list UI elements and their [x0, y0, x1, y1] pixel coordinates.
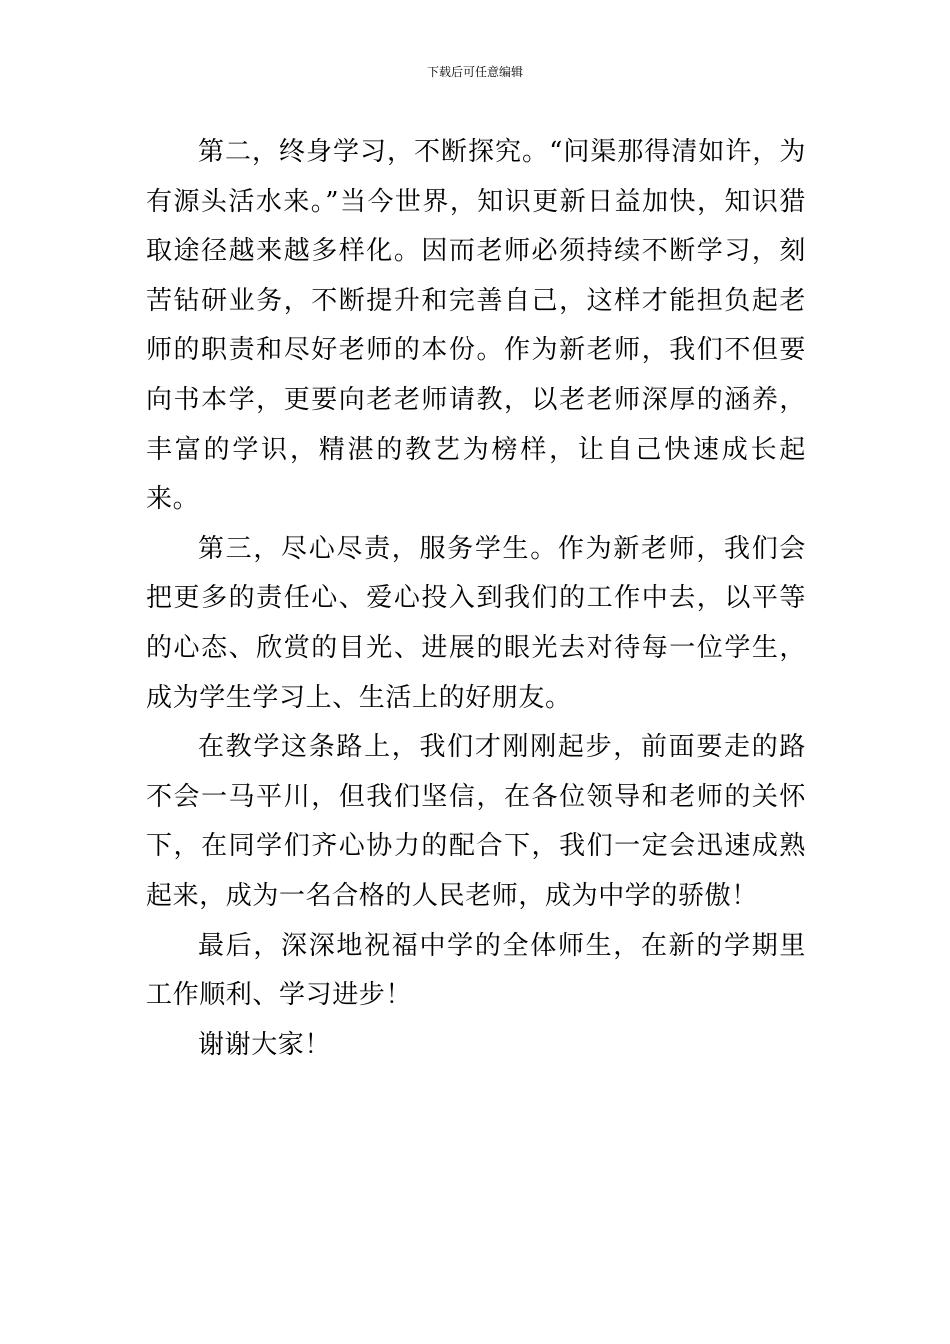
paragraph-blessing: 最后，深深地祝福中学的全体师生，在新的学期里工作顺利、学习进步！ [146, 930, 806, 1011]
paragraph-serve-students: 第三，尽心尽责，服务学生。作为新老师，我们会把更多的责任心、爱心投入到我们的工作中去，以平等的心态、欣赏的目光、进展的眼光去对待每一位学生，成为学生学习上、生活上的好朋友。 [146, 533, 806, 713]
paragraph-lifelong-learning: 第二，终身学习，不断探究。“问渠那得清如许，为有源头活水来。”当今世界，知识更新日益加快，知识猎取途径越来越多样化。因而老师必须持续不断学习，刻苦钻研业务，不断提升和完善自己，这样才能担负起老师的职责和尽好老师的本份。作为新老师，我们不但要向书本学，更要向老老师请教，以老老师深厚的涵养，丰富的学识，精湛的教艺为榜样，让自己快速成长起来。 [146, 137, 806, 515]
page-header: 下载后可任意编辑 [426, 65, 523, 79]
paragraph-thanks: 谢谢大家！ [198, 1029, 332, 1060]
document-body [146, 128, 806, 1070]
paragraph-teaching-road: 在教学这条路上，我们才刚刚起步，前面要走的路不会一马平川，但我们坚信，在各位领导和老师的关怀下，在同学们齐心协力的配合下，我们一定会迅速成熟起来，成为一名合格的人民老师，成为中学的骄傲！ [146, 732, 806, 911]
